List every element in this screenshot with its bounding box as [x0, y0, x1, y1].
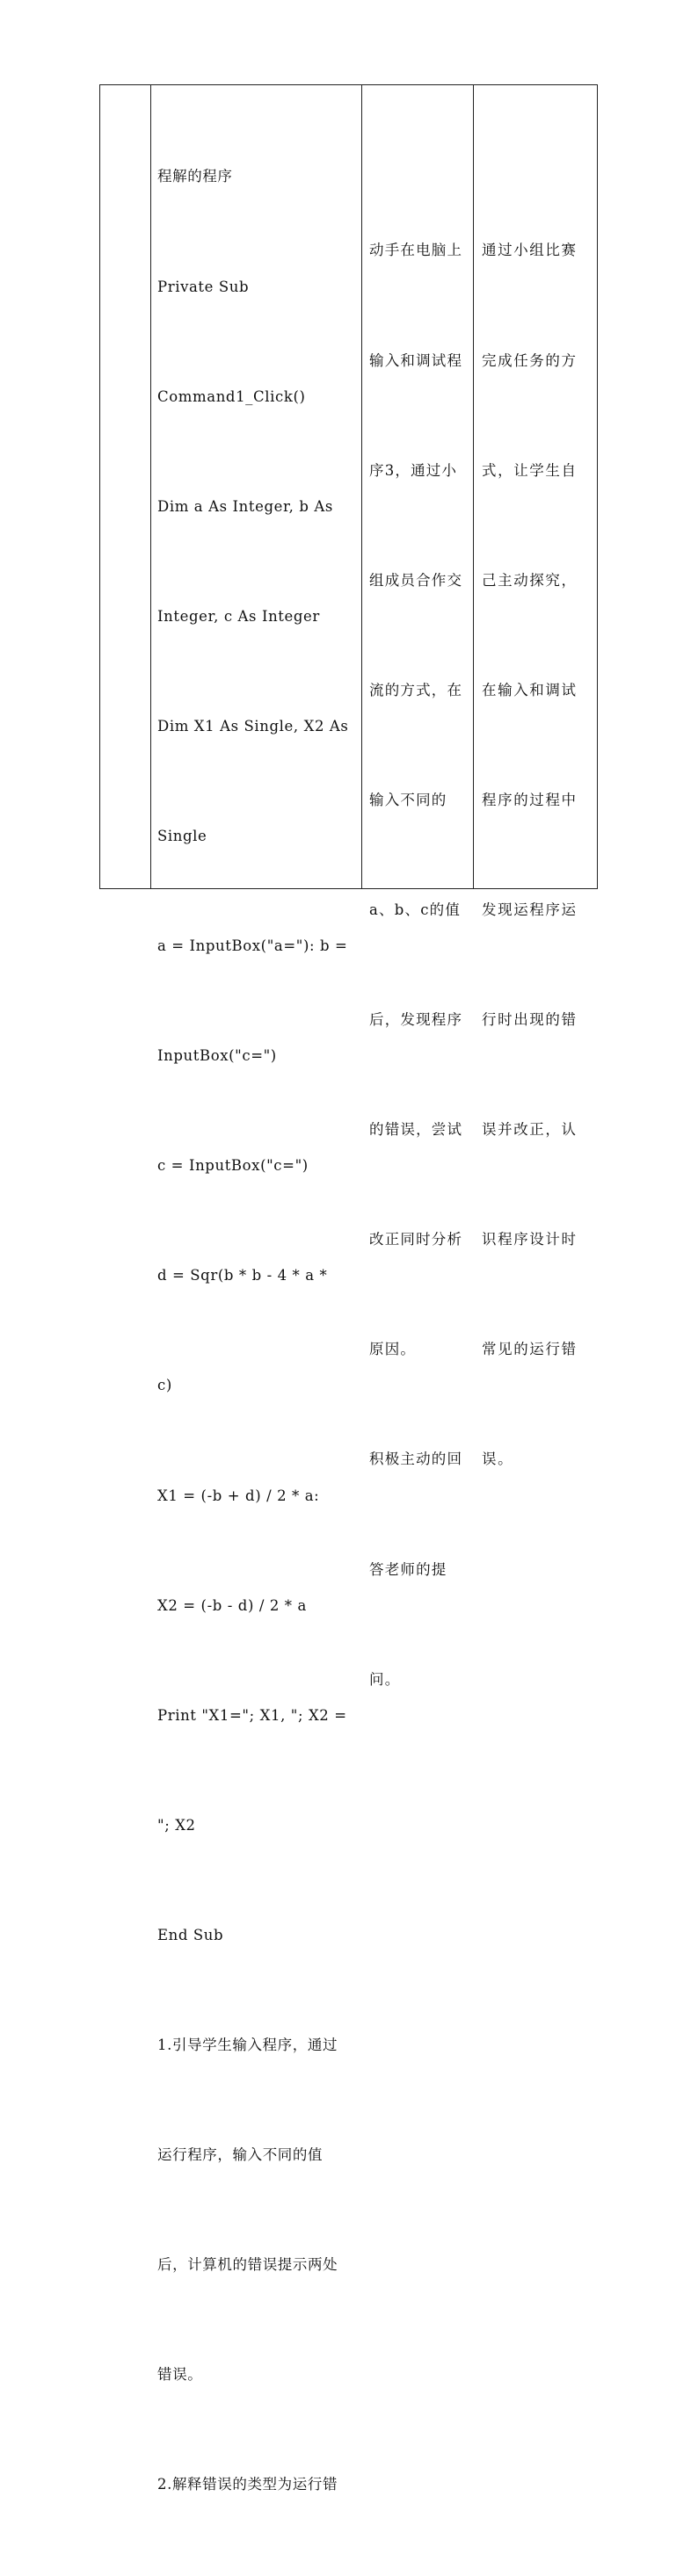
text-line: 积极主动的回	[369, 1451, 463, 1468]
code-line: X1 = (-b + d) / 2 * a:	[157, 1487, 320, 1504]
code-line: c = InputBox("c=")	[157, 1157, 309, 1175]
text-line: 后，发现程序	[369, 1011, 463, 1029]
code-line: InputBox("c=")	[157, 1047, 277, 1065]
code-line: "; X2	[157, 1816, 196, 1834]
code-line: a = InputBox("a="): b =	[157, 937, 348, 955]
text-line: 1.引导学生输入程序，通过	[157, 2037, 338, 2053]
text-line: 完成任务的方	[482, 351, 578, 369]
text-line: 原因。	[369, 1341, 417, 1358]
code-line: Single	[157, 827, 207, 844]
table-column-teacher-activity	[151, 85, 362, 2493]
code-line: End Sub	[157, 1926, 224, 1943]
table-column-student-activity	[362, 85, 474, 1688]
text-line: 运行程序，输入不同的值	[157, 2146, 324, 2164]
text-line: 程序的过程中	[482, 791, 578, 808]
code-line: d = Sqr(b * b - 4 * a *	[157, 1267, 328, 1284]
text-line: 输入不同的	[369, 791, 447, 808]
teacher-activity-text	[157, 85, 360, 2576]
text-line: 行时出现的错	[482, 1011, 578, 1029]
text-line: 输入和调试程	[369, 351, 463, 369]
text-line: 常见的运行错	[482, 1341, 578, 1358]
text-line: 2.解释错误的类型为运行错	[157, 2476, 338, 2493]
text-line: 后，计算机的错误提示两处	[157, 2256, 338, 2274]
text-line: 动手在电脑上	[369, 242, 463, 259]
text-line: 己主动探究，	[482, 571, 578, 589]
code-line: Print "X1="; X1, "; X2 =	[157, 1706, 347, 1724]
table-column-empty	[100, 85, 151, 888]
text-line: 误。	[482, 1451, 514, 1468]
text-line: 通过小组比赛	[482, 242, 578, 259]
text-line: 式，让学生自	[482, 461, 578, 479]
text-line: 在输入和调试	[482, 681, 578, 698]
text-line: 误并改正，认	[482, 1121, 578, 1139]
code-line: Private Sub	[157, 278, 250, 295]
text-line: 改正同时分析	[369, 1231, 463, 1248]
code-line: Integer, c As Integer	[157, 607, 320, 625]
text-line: 发现运程序运	[482, 901, 578, 918]
text-line: 序3，通过小	[369, 461, 458, 479]
text-line: 问。	[369, 1670, 401, 1688]
code-line: Command1_Click()	[157, 387, 306, 405]
text-line: 的错误，尝试	[369, 1121, 463, 1139]
code-line: X2 = (-b - d) / 2 * a	[157, 1596, 307, 1614]
text-line: 答老师的提	[369, 1560, 447, 1578]
code-line: Dim X1 As Single, X2 As	[157, 717, 349, 734]
code-line: Dim a As Integer, b As	[157, 497, 333, 515]
design-intent-text	[482, 159, 595, 1552]
text-line: a、b、c的值	[369, 901, 462, 918]
lesson-plan-table	[99, 84, 598, 2493]
text-line: 识程序设计时	[482, 1231, 578, 1248]
text-line: 错误。	[157, 2366, 203, 2384]
text-line: 程解的程序	[157, 168, 233, 185]
text-line: 组成员合作交	[369, 571, 463, 589]
code-line: c)	[157, 1377, 172, 1394]
text-line: 流的方式，在	[369, 681, 463, 698]
table-column-design-intent	[474, 85, 599, 1468]
student-activity-text	[369, 159, 469, 1771]
